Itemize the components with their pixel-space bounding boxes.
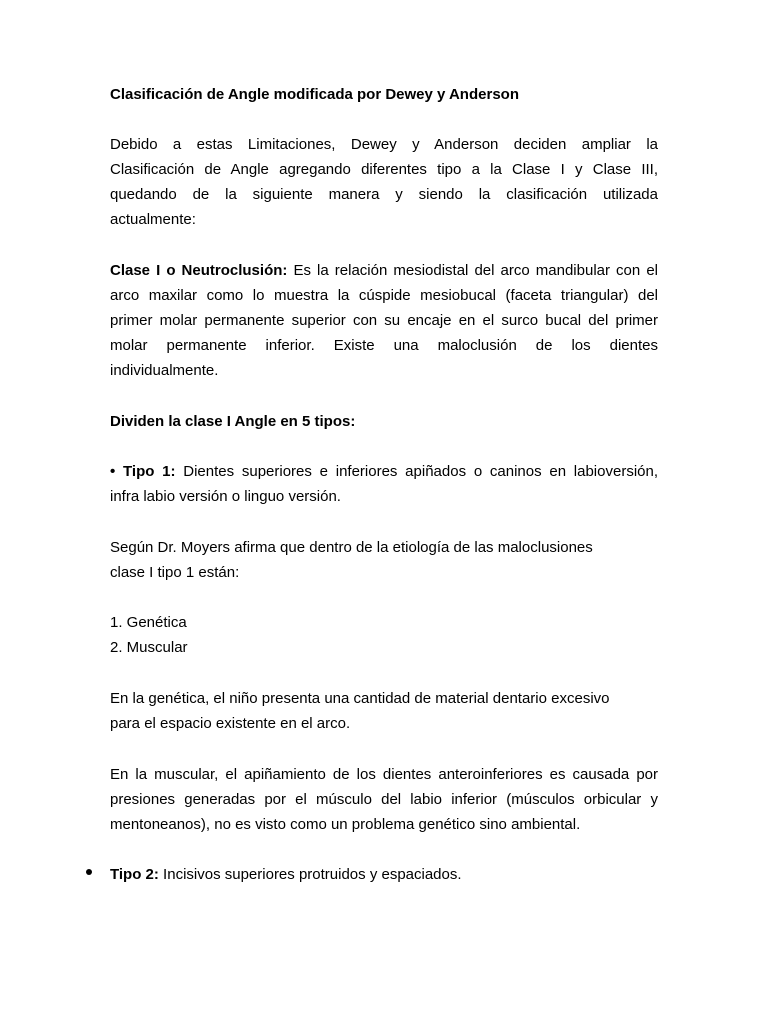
text-line: quedando de la siguiente manera y siendo la clasificación utilizada bbox=[110, 186, 658, 203]
tipo2-term: Tipo 2: bbox=[110, 866, 159, 883]
text-line: • Tipo 1: Dientes superiores e inferiores apiñados o caninos en labioversión, bbox=[110, 463, 659, 480]
clase1-paragraph bbox=[110, 258, 658, 383]
text-line: mentoneanos), no es visto como un problema genético sino ambiental. bbox=[110, 816, 581, 833]
text-line: Según Dr. Moyers afirma que dentro de la etiología de las maloclusiones bbox=[110, 539, 593, 556]
tipo1-term: Tipo 1: bbox=[123, 463, 176, 480]
tipo1-bullet: • bbox=[110, 463, 116, 480]
text-line: arco maxilar como lo muestra la cúspide mesiobucal (faceta triangular) del bbox=[110, 287, 658, 304]
text-line: primer molar permanente superior con su encaje en el surco bucal del primer bbox=[110, 312, 658, 329]
text-line: clase I tipo 1 están: bbox=[110, 564, 240, 581]
causes-list bbox=[110, 610, 658, 660]
clase1-term: Clase I o Neutroclusión: bbox=[110, 262, 288, 279]
muscular-paragraph bbox=[110, 762, 658, 837]
text-line: individualmente. bbox=[110, 362, 219, 379]
text-line: presiones generadas por el músculo del labio inferior (músculos orbicular y bbox=[110, 791, 658, 808]
text-line: infra labio versión o linguo versión. bbox=[110, 488, 341, 505]
list-item: 1. Genética bbox=[110, 614, 187, 631]
genetica-paragraph bbox=[110, 686, 658, 736]
document-title: Clasificación de Angle modificada por Dewey y Anderson bbox=[110, 86, 519, 103]
text-line: para el espacio existente en el arco. bbox=[110, 715, 351, 732]
text-line: En la genética, el niño presenta una cantidad de material dentario excesivo bbox=[110, 690, 610, 707]
text-line: Clase I o Neutroclusión: Es la relación mesiodistal del arco mandibular con el bbox=[110, 262, 658, 279]
text-line: molar permanente inferior. Existe una maloclusión de los dientes bbox=[110, 337, 658, 354]
list-item: 2. Muscular bbox=[110, 639, 188, 656]
text-line: En la muscular, el apiñamiento de los dientes anteroinferiores es causada por bbox=[110, 766, 658, 783]
bullet-icon bbox=[86, 869, 92, 875]
moyers-paragraph bbox=[110, 535, 658, 585]
text-line: actualmente: bbox=[110, 211, 196, 228]
tipo2-paragraph: Tipo 2: Incisivos superiores protruidos y espaciados. bbox=[110, 866, 462, 883]
tipo1-paragraph bbox=[110, 459, 658, 509]
dividen-heading: Dividen la clase I Angle en 5 tipos: bbox=[110, 413, 356, 430]
text-line: Debido a estas Limitaciones, Dewey y Anderson deciden ampliar la bbox=[110, 136, 658, 153]
intro-paragraph bbox=[110, 132, 658, 232]
text-line: Clasificación de Angle agregando diferentes tipo a la Clase I y Clase III, bbox=[110, 161, 658, 178]
